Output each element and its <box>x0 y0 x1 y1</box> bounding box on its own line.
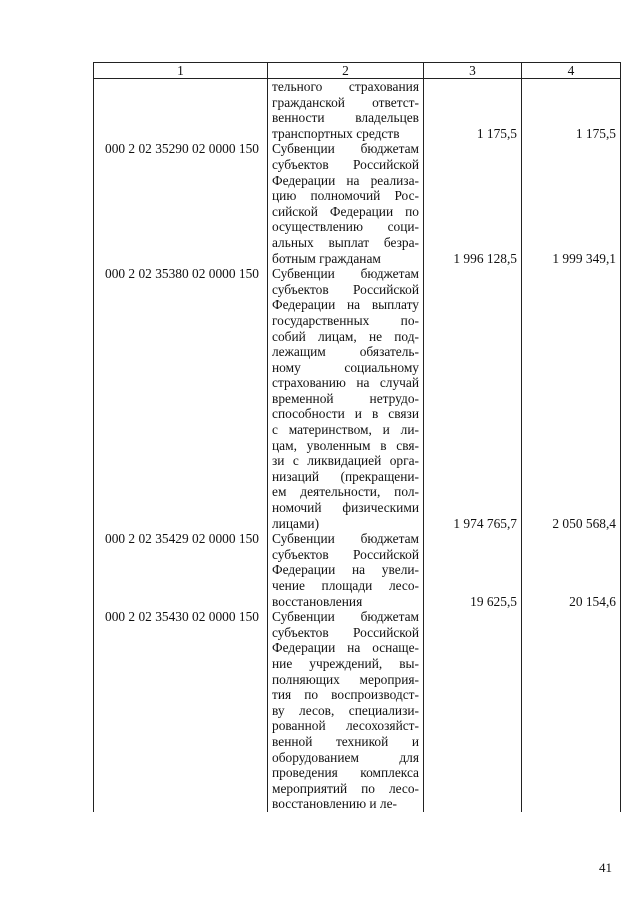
description-line: осуществлению соци- <box>272 219 419 235</box>
description-line: субъектов Российской <box>272 156 419 172</box>
description-line: Субвенции бюджетам <box>272 141 419 157</box>
description-line: субъектов Российской <box>272 624 419 640</box>
page-number: 41 <box>599 860 612 875</box>
description-line: с материнством, и ли- <box>272 422 419 438</box>
description-line: мероприятий по лесо- <box>272 780 419 796</box>
amount-year-1: 1 175,5 <box>424 79 522 142</box>
description-line: ву лесов, специализи- <box>272 702 419 718</box>
description-line: Субвенции бюджетам <box>272 609 419 625</box>
amount-year-2: 1 175,5 <box>522 79 621 142</box>
table-row <box>94 141 621 266</box>
description-line: ем деятельности, пол- <box>272 484 419 500</box>
header-row <box>94 63 621 79</box>
column-header-1: 1 <box>94 63 268 79</box>
description-line: чение площади лесо- <box>272 578 419 593</box>
description-cell <box>268 266 424 531</box>
description-line: государственных по- <box>272 312 419 328</box>
description-line: лежащим обязатель- <box>272 344 419 360</box>
description-line: Субвенции бюджетам <box>272 266 419 282</box>
amount-year-1: 19 625,5 <box>424 531 522 609</box>
description-line: Федерации на увели- <box>272 562 419 578</box>
budget-code: 000 2 02 35430 02 0000 150 <box>94 609 268 812</box>
description-line: номочий физическими <box>272 500 419 516</box>
budget-code: 000 2 02 35380 02 0000 150 <box>94 266 268 531</box>
description-line: рованной лесохозяйст- <box>272 718 419 734</box>
description-line: Федерации на реализа- <box>272 172 419 188</box>
description-line: низаций (прекращени- <box>272 468 419 484</box>
budget-code <box>94 79 268 142</box>
amount-year-1: 1 996 128,5 <box>424 141 522 266</box>
description-line: альных выплат безра- <box>272 234 419 250</box>
description-cell <box>268 79 424 142</box>
description-line: цам, уволенным в свя- <box>272 437 419 453</box>
description-line: транспортных средств <box>272 125 400 141</box>
column-header-2: 2 <box>268 63 424 79</box>
description-line: цию полномочий Рос- <box>272 188 419 204</box>
amount-year-2: 20 154,6 <box>522 531 621 609</box>
description-line: ному социальному <box>272 359 419 375</box>
description-line: Федерации на оснаще- <box>272 640 419 656</box>
column-header-3: 3 <box>424 63 522 79</box>
table-row <box>94 531 621 609</box>
budget-table <box>93 62 621 812</box>
description-line: Субвенции бюджетам <box>272 531 419 547</box>
description-line: восстановления <box>272 593 363 609</box>
description-line: собий лицам, не под- <box>272 328 419 344</box>
amount-year-2 <box>522 609 621 812</box>
description-line: Федерации на выплату <box>272 297 419 313</box>
description-line: проведения комплекса <box>272 765 419 781</box>
description-line: венной техникой и <box>272 733 419 749</box>
description-line: лицами) <box>272 515 320 531</box>
description-line: тия по воспроизводст- <box>272 687 419 703</box>
table-row <box>94 609 621 812</box>
description-cell <box>268 531 424 609</box>
description-line: сийской Федерации по <box>272 203 419 219</box>
description-line: тельного страхования <box>272 79 419 94</box>
description-cell <box>268 609 424 812</box>
table-row <box>94 79 621 142</box>
description-line: зи с ликвидацией орга- <box>272 453 419 469</box>
table-row <box>94 266 621 531</box>
amount-year-1 <box>424 609 522 812</box>
description-line: оборудованием для <box>272 749 419 765</box>
description-line: ние учреждений, вы- <box>272 655 419 671</box>
description-line: ботным гражданам <box>272 250 381 266</box>
description-line: способности и в связи <box>272 406 419 422</box>
description-cell <box>268 141 424 266</box>
description-line: субъектов Российской <box>272 281 419 297</box>
description-line: субъектов Российской <box>272 546 419 562</box>
description-line: полняющих мероприя- <box>272 671 419 687</box>
description-line: гражданской ответст- <box>272 94 419 110</box>
budget-code: 000 2 02 35290 02 0000 150 <box>94 141 268 266</box>
amount-year-1: 1 974 765,7 <box>424 266 522 531</box>
amount-year-2: 2 050 568,4 <box>522 266 621 531</box>
description-line: временной нетрудо- <box>272 390 419 406</box>
amount-year-2: 1 999 349,1 <box>522 141 621 266</box>
description-line: восстановлению и ле- <box>272 796 398 812</box>
column-header-4: 4 <box>522 63 621 79</box>
budget-code: 000 2 02 35429 02 0000 150 <box>94 531 268 609</box>
description-line: венности владельцев <box>272 110 419 126</box>
table-body <box>94 79 621 812</box>
description-line: страхованию на случай <box>272 375 419 391</box>
